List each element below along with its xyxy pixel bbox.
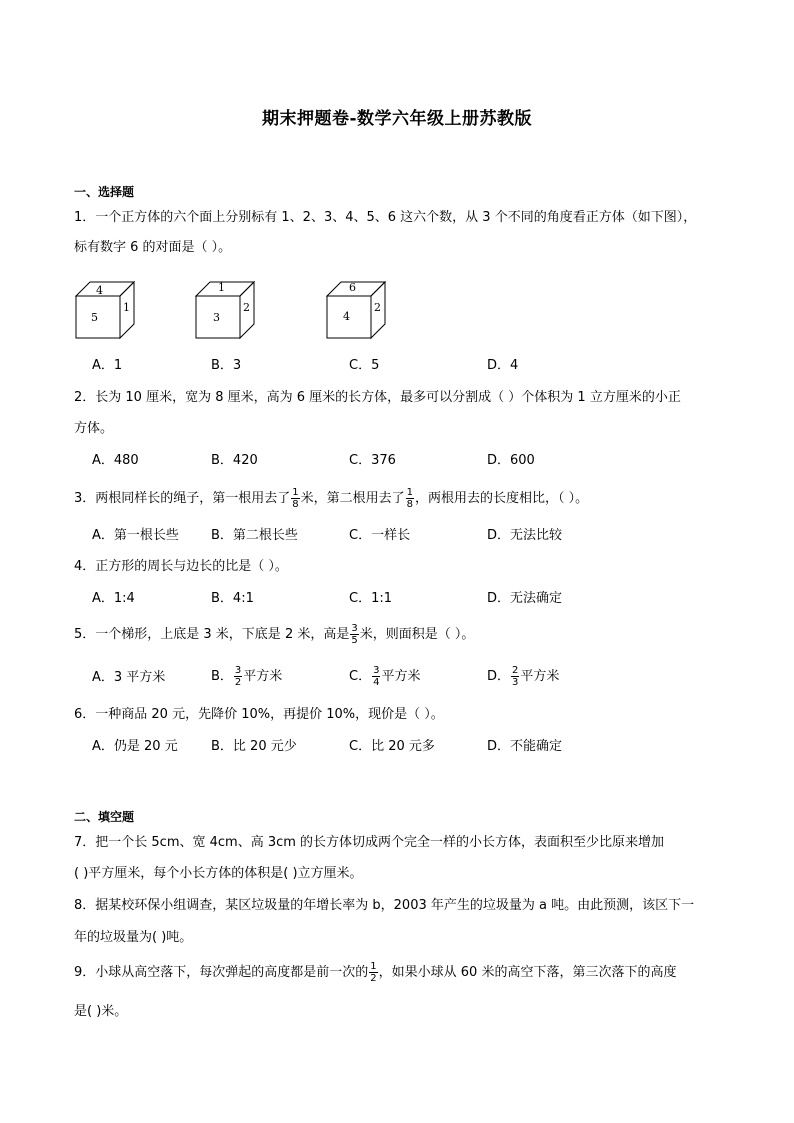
q1-option-d[interactable]: D．4 bbox=[487, 358, 519, 373]
q3-option-a[interactable]: A．第一根长些 bbox=[92, 528, 179, 543]
q5-option-d-num: 2 bbox=[512, 665, 519, 676]
q8-text-line2: 年的垃圾量为( )吨。 bbox=[74, 930, 193, 945]
q5-option-d-prefix: D． bbox=[487, 669, 511, 684]
q5-option-a[interactable]: A．3 平方米 bbox=[92, 670, 166, 685]
q9-fraction-num: 1 bbox=[370, 961, 377, 972]
q5-fraction-num: 3 bbox=[351, 623, 358, 634]
q9-fraction-den: 2 bbox=[370, 973, 377, 984]
q3-text-part1: 3．两根同样长的绳子，第一根用去了 bbox=[74, 491, 291, 506]
q5-option-c-num: 3 bbox=[373, 665, 380, 676]
q5-option-b[interactable] bbox=[211, 660, 282, 694]
cube1-front-label: 5 bbox=[91, 311, 98, 324]
q3-option-c[interactable]: C．一样长 bbox=[349, 528, 411, 543]
q5-option-b-prefix: B． bbox=[211, 669, 233, 684]
q5-option-b-num: 3 bbox=[234, 665, 242, 676]
cube3-top-label: 6 bbox=[349, 281, 356, 294]
q3-fraction-2 bbox=[406, 487, 414, 510]
q5-option-c-den: 4 bbox=[373, 677, 380, 688]
q8-text-line1: 8．据某校环保小组调查，某区垃圾量的年增长率为 b，2003 年产生的垃圾量为 a 吨。由此预测，该区下一 bbox=[74, 898, 695, 913]
q1-option-c[interactable]: C．5 bbox=[349, 358, 380, 373]
q2-option-d[interactable]: D．600 bbox=[487, 453, 535, 468]
q9-fraction bbox=[369, 961, 377, 984]
q4-option-a[interactable]: A．1:4 bbox=[92, 591, 135, 606]
q2-text-line2: 方体。 bbox=[74, 421, 114, 436]
q4-option-c[interactable]: C．1:1 bbox=[349, 591, 392, 606]
cube2-front-label: 3 bbox=[213, 311, 220, 324]
cube-figure-3 bbox=[325, 278, 387, 344]
q6-option-d[interactable]: D．不能确定 bbox=[487, 739, 563, 754]
page-title: 期末押题卷-数学六年级上册苏教版 bbox=[261, 109, 533, 129]
q5-option-b-fraction bbox=[234, 665, 242, 688]
cube3-front-label: 4 bbox=[343, 310, 350, 323]
cube2-side-label: 2 bbox=[243, 301, 250, 314]
q5-fraction-den: 5 bbox=[351, 635, 358, 646]
q3-fraction-1-den: 8 bbox=[292, 499, 299, 510]
cube-figure-2 bbox=[194, 278, 256, 344]
q3-fraction-2-den: 8 bbox=[406, 499, 414, 510]
q2-option-a[interactable]: A．480 bbox=[92, 453, 139, 468]
q5-option-d-unit: 平方米 bbox=[520, 669, 560, 684]
q6-option-b[interactable]: B．比 20 元少 bbox=[211, 739, 297, 754]
section-heading-choice: 一、选择题 bbox=[74, 185, 135, 199]
cube-figure-1 bbox=[74, 278, 136, 344]
q6-option-c[interactable]: C．比 20 元多 bbox=[349, 739, 435, 754]
q9-text-part1: 9．小球从高空落下，每次弹起的高度都是前一次的 bbox=[74, 965, 369, 980]
q2-option-b[interactable]: B．420 bbox=[211, 453, 258, 468]
q5-option-b-unit: 平方米 bbox=[243, 669, 283, 684]
q1-option-b[interactable]: B．3 bbox=[211, 358, 242, 373]
q5-option-d-den: 3 bbox=[512, 677, 519, 688]
q3-text bbox=[74, 484, 588, 514]
q6-option-a[interactable]: A．仍是 20 元 bbox=[92, 739, 178, 754]
q5-option-d-fraction bbox=[511, 665, 519, 688]
q7-text-line1: 7．把一个长 5cm、宽 4cm、高 3cm 的长方体切成两个完全一样的小长方体，表面积至少比原来增加 bbox=[74, 835, 665, 850]
q1-text-line2: 标有数字 6 的对面是（ ）。 bbox=[74, 240, 232, 255]
q3-option-b[interactable]: B．第二根长些 bbox=[211, 528, 298, 543]
q5-text bbox=[74, 620, 474, 650]
q5-option-d[interactable] bbox=[487, 660, 559, 694]
q5-option-c-fraction bbox=[372, 665, 380, 688]
q5-option-c-prefix: C． bbox=[349, 669, 372, 684]
q3-fraction-1 bbox=[291, 487, 299, 510]
q6-text: 6．一种商品 20 元，先降价 10%，再提价 10%，现价是（ ）。 bbox=[74, 707, 444, 722]
q5-text-part2: 米，则面积是（ ）。 bbox=[359, 627, 475, 642]
q2-text-line1: 2．长为 10 厘米，宽为 8 厘米，高为 6 厘米的长方体，最多可以分割成（ ）个体积为 1 立方厘米的小正 bbox=[74, 390, 681, 405]
q5-text-part1: 5．一个梯形，上底是 3 米，下底是 2 米，高是 bbox=[74, 627, 350, 642]
q9-text-line2: 是( )米。 bbox=[74, 1004, 128, 1019]
q1-option-a[interactable]: A．1 bbox=[92, 358, 123, 373]
q3-text-part3: ，两根用去的长度相比，（ ）。 bbox=[415, 491, 589, 506]
q3-option-d[interactable]: D．无法比较 bbox=[487, 528, 563, 543]
q5-option-c-unit: 平方米 bbox=[381, 669, 421, 684]
q9-text-part2: ，如果小球从 60 米的高空下落，第三次落下的高度 bbox=[378, 965, 677, 980]
q3-fraction-1-num: 1 bbox=[292, 487, 299, 498]
q1-text-line1: 1．一个正方体的六个面上分别标有 1、2、3、4、5、6 这六个数，从 3 个不同的角度看正方体（如下图）， bbox=[74, 210, 697, 225]
q3-fraction-2-num: 1 bbox=[406, 487, 414, 498]
q5-option-c[interactable] bbox=[349, 660, 420, 694]
q4-option-d[interactable]: D．无法确定 bbox=[487, 591, 563, 606]
q2-option-c[interactable]: C．376 bbox=[349, 453, 396, 468]
cube3-side-label: 2 bbox=[374, 301, 381, 314]
q5-option-b-den: 2 bbox=[234, 677, 242, 688]
q9-text-line1 bbox=[74, 958, 676, 988]
q4-option-b[interactable]: B．4:1 bbox=[211, 591, 254, 606]
section-heading-fill: 二、填空题 bbox=[74, 810, 135, 824]
q3-text-part2: 米，第二根用去了 bbox=[300, 491, 405, 506]
cube2-top-label: 1 bbox=[218, 281, 225, 294]
cube1-side-label: 1 bbox=[123, 301, 130, 314]
q7-text-line2: ( )平方厘米，每个小长方体的体积是( )立方厘米。 bbox=[74, 866, 363, 881]
q4-text: 4．正方形的周长与边长的比是（ ）。 bbox=[74, 559, 288, 574]
cube1-top-label: 4 bbox=[96, 284, 103, 297]
q5-fraction bbox=[350, 623, 358, 646]
